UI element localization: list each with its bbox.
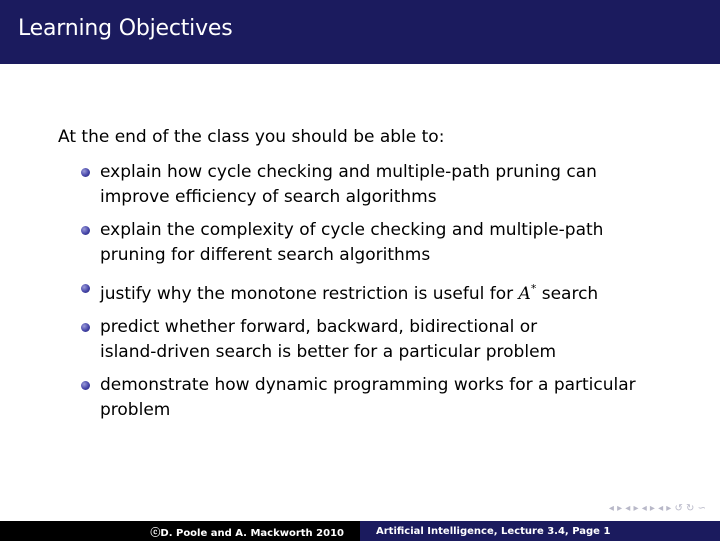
bullet-icon (81, 226, 90, 235)
objective-line: pruning for different search algorithms (100, 245, 431, 265)
bullet-icon (81, 323, 90, 332)
objective-line: demonstrate how dynamic programming works for a particular (100, 375, 636, 395)
objective-line: improve efficiency of search algorithms (100, 187, 437, 207)
bullet-icon (81, 168, 90, 177)
intro-text: At the end of the class you should be able to: (58, 127, 445, 147)
objective-item (80, 160, 680, 210)
objective-prefix: justify why the monotone restriction is useful for (100, 284, 519, 304)
objective-line: island-driven search is better for a particular problem (100, 342, 557, 362)
objective-line: predict whether forward, backward, bidirectional or (100, 317, 538, 337)
bullet-icon (81, 381, 90, 390)
objective-suffix: search (536, 284, 599, 304)
objective-line: problem (100, 400, 171, 420)
a-star-superscript: * (530, 282, 537, 295)
objective-line: explain how cycle checking and multiple-path pruning can (100, 162, 597, 182)
navigation-symbols[interactable]: ◂ ▸ ◂ ▸ ◂ ▸ ◂ ▸ ↺ ↻ ∽ (608, 503, 706, 514)
a-star-symbol: A (518, 284, 531, 304)
footer (0, 521, 720, 541)
bullet-icon (81, 284, 90, 293)
title-bar (0, 0, 720, 64)
footer-course: Artificial Intelligence, Lecture 3.4, Page 1 (360, 521, 720, 541)
objectives-list (80, 160, 680, 431)
objective-item (80, 218, 680, 268)
footer-author: ⓒD. Poole and A. Mackworth 2010 (0, 521, 360, 541)
objective-item (80, 315, 680, 365)
objective-line: explain the complexity of cycle checking and multiple-path (100, 220, 604, 240)
slide-title: Learning Objectives (18, 16, 233, 41)
objective-item (80, 276, 680, 307)
objective-item (80, 373, 680, 423)
objective-line (100, 276, 680, 307)
